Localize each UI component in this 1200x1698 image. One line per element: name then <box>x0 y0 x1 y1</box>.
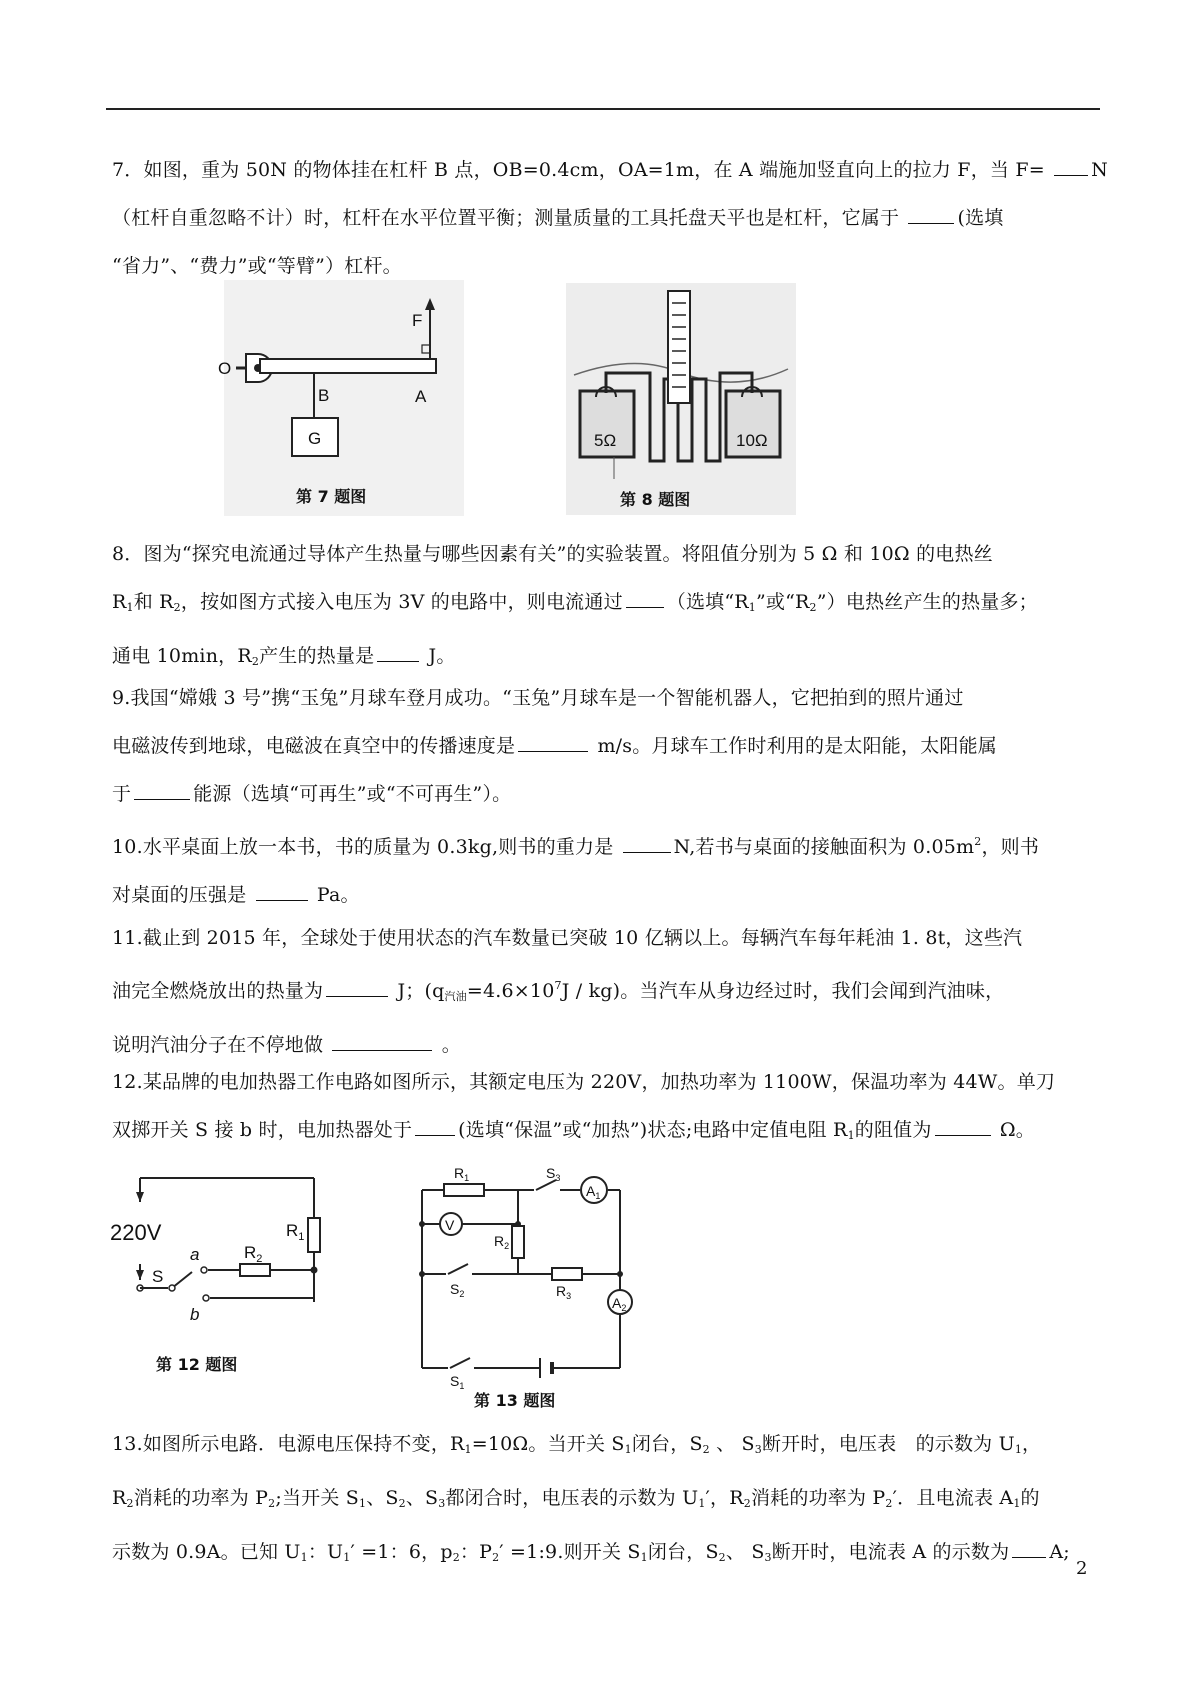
q7-line-2: （杠杆自重忽略不计）时，杠杆在水平位置平衡；测量质量的工具托盘天平也是杠杆，它属于 (选填 <box>112 194 1102 242</box>
q10-line-1: 10.水平桌面上放一本书，书的质量为 0.3kg,则书的重力是 N,若书与桌面的接触面积为 $0.05m^2$，则书 <box>112 818 1102 871</box>
q10-line-2: 对桌面的压强是 Pa。 <box>112 871 1102 919</box>
question-13 <box>112 1420 1102 1582</box>
q8-line-2: $R_1$和 $R_2$，按如图方式接入电压为 3V 的电路中，则电流通过 （选填“$R_1$”或“$R_2$”）电热丝产生的热量多； <box>112 578 1102 632</box>
q11-line-2: 油完全燃烧放出的热量为 J；$(q_{汽油}=4.6\times 10^7J / kg)$。当汽车从身边经过时，我们会闻到汽油味， <box>112 962 1102 1021</box>
fig8-resistor-left: 5Ω <box>594 431 617 450</box>
fig12-label-a: a <box>190 1245 200 1264</box>
figure-12-heater-circuit <box>110 1170 350 1380</box>
fig12-voltage: 220V <box>110 1220 162 1245</box>
q9-blank-energy-type[interactable] <box>134 777 190 800</box>
fig13-label-R3: $R_3$ <box>556 1283 572 1301</box>
q8-line-1: 8．图为“探究电流通过导体产生热量与哪些因素有关”的实验装置。将阻值分别为 5 Ω 和 10Ω 的电热丝 <box>112 543 993 565</box>
fig12-label-b: b <box>190 1305 200 1324</box>
q8-blank-heat[interactable] <box>377 639 419 662</box>
page-number: 2 <box>1076 1558 1088 1579</box>
q12-blank-resistance[interactable] <box>935 1113 991 1136</box>
q13-line-1: 13.如图所示电路．电源电压保持不变，$R_1=10\Omega$。当开关 $S_1$闭台，$S_2$ 、 $S_3$断开时，电压表 的示数为 $U_1$， <box>112 1433 1042 1456</box>
q11-blank-motion[interactable] <box>332 1028 432 1051</box>
fig12-label-R1: $R_1$ <box>286 1221 305 1243</box>
fig13-label-S1: $S_1$ <box>450 1373 465 1391</box>
question-11 <box>112 914 1102 1069</box>
fig13-label-R1: $R_1$ <box>454 1165 470 1183</box>
q9-blank-speed[interactable] <box>518 729 588 752</box>
question-12 <box>112 1058 1102 1160</box>
fig7-label-F: F <box>412 311 423 330</box>
fig7-label-B: B <box>318 386 330 405</box>
q7-line-1: 7．如图，重为 50N 的物体挂在杠杆 B 点，OB=0.4cm，OA=1m，在 A 端施加竖直向上的拉力 F，当 F= N <box>112 146 1102 194</box>
q11-blank-heat[interactable] <box>326 974 388 997</box>
fig13-label-R2: $R_2$ <box>494 1233 510 1251</box>
fig13-caption-box <box>470 1386 610 1414</box>
q12-line-2: 双掷开关 S 接 b 时，电加热器处于 (选填“保温”或“加热”)状态;电路中定值电阻 $R_1$的阻值为 Ω。 <box>112 1106 1102 1160</box>
question-7 <box>112 146 1108 290</box>
fig13-ammeter-A1-label: $A_1$ <box>586 1183 601 1201</box>
fig13-label-S2: $S_2$ <box>450 1281 465 1299</box>
q10-blank-pressure[interactable] <box>256 878 308 901</box>
fig13-label-S3: $S_3$ <box>546 1165 561 1183</box>
fig12-caption: 第 12 题图 <box>156 1355 238 1374</box>
figure-13-circuit <box>408 1165 678 1391</box>
fig13-voltmeter-label: V <box>445 1217 455 1233</box>
fig7-label-A: A <box>415 387 427 406</box>
q12-line-1: 12.某品牌的电加热器工作电路如图所示，其额定电压为 220V，加热功率为 1100W，保温功率为 44W。单刀 <box>112 1071 1056 1093</box>
q13-blank-current[interactable] <box>1012 1535 1046 1558</box>
q13-line-3: 示数为 0.9A。已知 $U_1$：$U_1' =1$：6，$p_2$：$P_2'$ =1:9.则开关 $S_1$闭台，$S_2$、 $S_3$断开时，电流表 A 的示数为 A; <box>112 1528 1102 1582</box>
fig7-label-G: G <box>308 429 322 448</box>
fig13-ammeter-A2-label: $A_2$ <box>612 1295 627 1313</box>
q8-line-3: 通电 10min，$R_2$产生的热量是 J。 <box>112 632 1102 686</box>
figure-7-lever <box>218 280 464 516</box>
question-8 <box>112 530 1102 686</box>
fig12-label-S: S <box>152 1267 164 1286</box>
q13-line-2: $R_2$消耗的功率为 $P_2$;当开关 $S_1$、$S_2$、$S_3$都闭合时，电压表的示数为 $U_1'$，$R_2$消耗的功率为 $P_2'$．且电流表 $A_1$的 <box>112 1487 1040 1510</box>
fig8-resistor-right: 10Ω <box>736 431 768 450</box>
question-9 <box>112 674 1102 818</box>
fig7-caption: 第 7 题图 <box>296 487 367 506</box>
q7-blank-lever-type[interactable] <box>908 201 954 224</box>
fig12-label-R2: $R_2$ <box>244 1243 263 1265</box>
q10-blank-weight[interactable] <box>623 830 671 853</box>
q7-line-3: “省力”、“费力”或“等臂”）杠杆。 <box>112 255 402 277</box>
figure-8-heating-setup <box>566 283 796 515</box>
q9-line-3: 于 能源（选填“可再生”或“不可再生”）。 <box>112 770 1102 818</box>
q8-blank-resistor[interactable] <box>626 585 664 608</box>
fig8-caption: 第 8 题图 <box>620 490 691 509</box>
q9-line-2: 电磁波传到地球，电磁波在真空中的传播速度是 m/s。月球车工作时利用的是太阳能，太阳能属 <box>112 722 1102 770</box>
q9-line-1: 9.我国“嫦娥 3 号”携“玉兔”月球车登月成功。“玉兔”月球车是一个智能机器人，它把拍到的照片通过 <box>112 687 964 709</box>
q7-blank-force[interactable] <box>1054 153 1088 176</box>
fig7-label-O: O <box>218 359 232 378</box>
fig13-caption: 第 13 题图 <box>474 1391 556 1410</box>
q12-blank-state[interactable] <box>415 1113 455 1136</box>
q11-line-1: 11.截止到 2015 年，全球处于使用状态的汽车数量已突破 10 亿辆以上。每辆汽车每年耗油 1. 8t，这些汽 <box>112 927 1023 949</box>
header-rule <box>106 108 1100 110</box>
question-10 <box>112 818 1102 919</box>
q11-line-3: 说明汽油分子在不停地做 。 <box>112 1021 1102 1069</box>
